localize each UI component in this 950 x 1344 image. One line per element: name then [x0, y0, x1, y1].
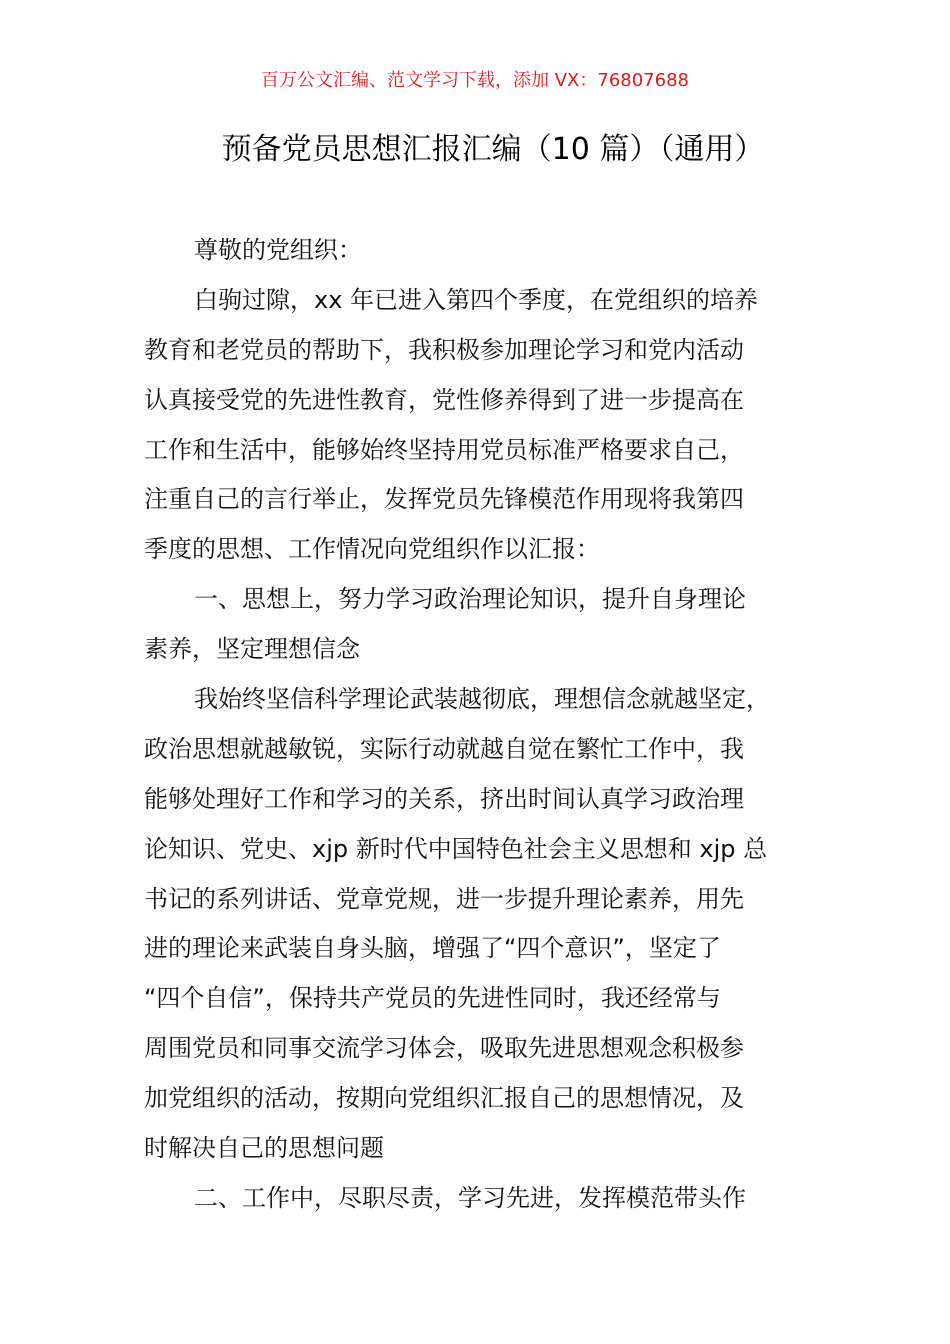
paragraph-line: 周围党员和同事交流学习体会，吸取先进思想观念积极参	[144, 1034, 744, 1063]
paragraph-line: 白驹过隙，xx 年已进入第四个季度，在党组织的培养	[194, 285, 759, 314]
download-watermark-note: 百万公文汇编、范文学习下载，添加 VX：76807688	[261, 70, 689, 91]
paragraph-line: 教育和老党员的帮助下，我积极参加理论学习和党内活动	[144, 335, 744, 364]
paragraph-line: 加党组织的活动，按期向党组织汇报自己的思想情况，及	[144, 1084, 744, 1113]
paragraph-line: 认真接受党的先进性教育，党性修养得到了进一步提高在	[144, 385, 744, 414]
document-title: 预备党员思想汇报汇编（10 篇）（通用）	[221, 132, 765, 167]
section-heading-1: 一、思想上，努力学习政治理论知识，提升自身理论	[194, 585, 746, 614]
section-heading-2: 二、工作中，尽职尽责，学习先进，发挥模范带头作	[194, 1183, 746, 1212]
document-body	[144, 226, 824, 1224]
paragraph-line: 书记的系列讲话、党章党规，进一步提升理论素养，用先	[144, 884, 744, 913]
paragraph-line: 能够处理好工作和学习的关系，挤出时间认真学习政治理	[144, 784, 744, 813]
paragraph-line: 我始终坚信科学理论武装越彻底，理想信念就越坚定，	[194, 685, 770, 714]
paragraph-line: 注重自己的言行举止，发挥党员先锋模范作用现将我第四	[144, 485, 744, 514]
paragraph-line: “四个自信”，保持共产党员的先进性同时，我还经常与	[144, 984, 721, 1013]
salutation: 尊敬的党组织：	[194, 236, 362, 264]
paragraph-line: 时解决自己的思想问题	[144, 1134, 384, 1163]
paragraph-line: 工作和生活中，能够始终坚持用党员标准严格要求自己，	[144, 435, 744, 464]
section-heading-1-cont: 素养，坚定理想信念	[144, 635, 360, 664]
paragraph-line: 季度的思想、工作情况向党组织作以汇报：	[144, 535, 600, 564]
paragraph-line: 论知识、党史、xjp 新时代中国特色社会主义思想和 xjp 总	[144, 834, 768, 863]
paragraph-line: 政治思想就越敏锐，实际行动就越自觉在繁忙工作中，我	[144, 734, 744, 763]
paragraph-line: 进的理论来武装自身头脑，增强了“四个意识”，坚定了	[144, 934, 721, 963]
